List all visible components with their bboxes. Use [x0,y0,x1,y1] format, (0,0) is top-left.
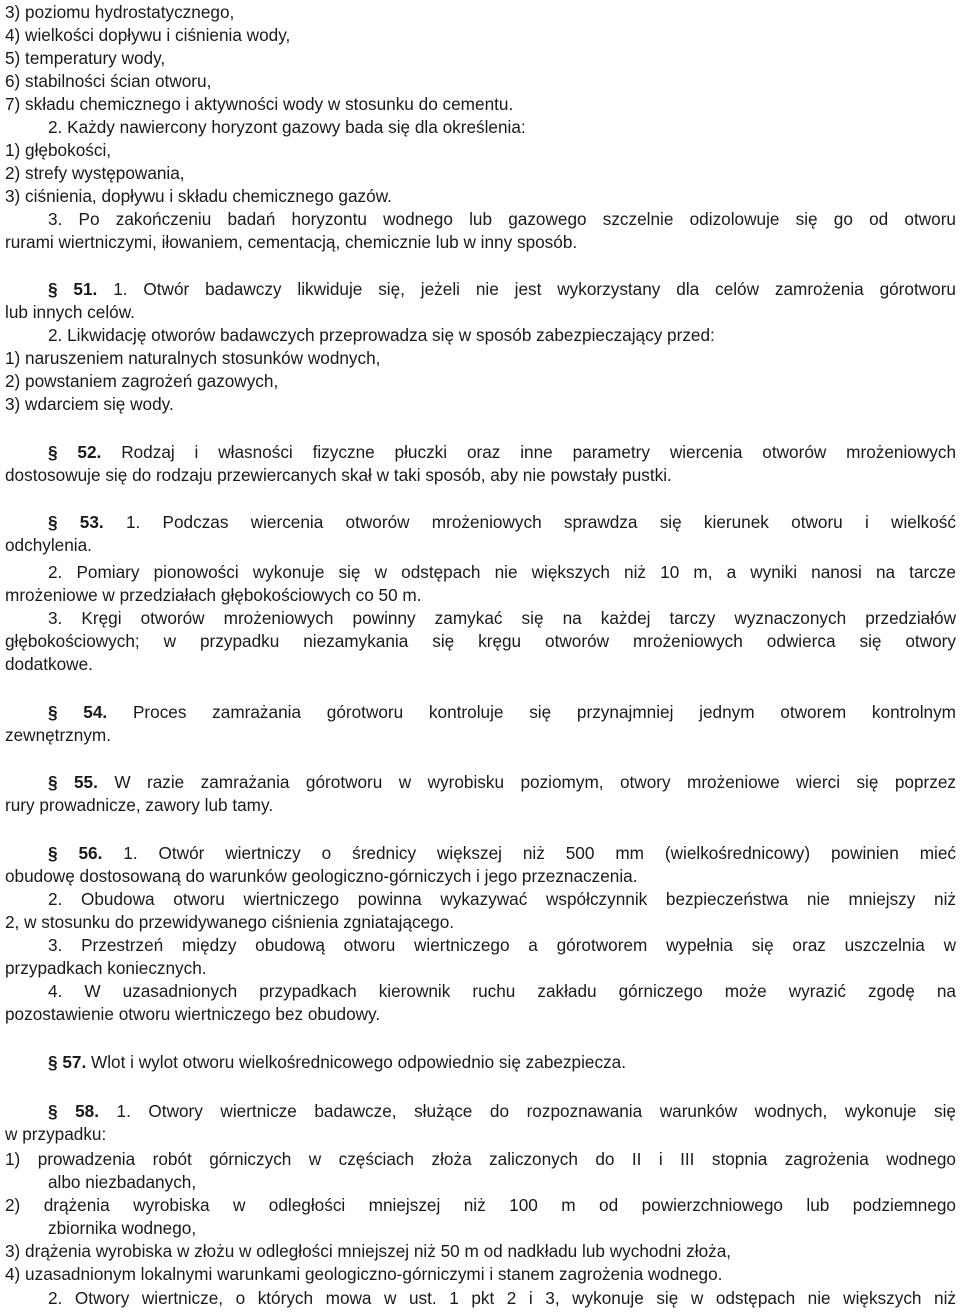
section-number: § 58. [48,1101,99,1121]
list-item: 2) powstaniem zagrożeń gazowych, [5,371,279,391]
paragraph-line: lub innych celów. [5,302,135,322]
paragraph-line: 3. Przestrzeń między obudową otworu wiertniczego a górotworem wypełnia się oraz uszczelnia w [48,935,956,955]
list-item: 3) poziomu hydrostatycznego, [5,2,235,22]
list-item: 2) drążenia wyrobiska w odległości mniejszej niż 100 m od powierzchniowego lub podziemnego [5,1195,956,1215]
paragraph-line: 3. Po zakończeniu badań horyzontu wodnego lub gazowego szczelnie odizolowuje się go od otworu [48,209,956,229]
list-item: 3) wdarciem się wody. [5,394,174,414]
paragraph-line: przypadkach koniecznych. [5,958,207,978]
paragraph-line [48,441,956,463]
paragraph-line [48,1100,956,1122]
section-number: § 54. [48,702,108,722]
list-item: 1) prowadzenia robót górniczych w częściach złoża zaliczonych do II i III stopnia zagrożenia wodnego [5,1149,956,1169]
paragraph-line: rury prowadnicze, zawory lub tamy. [5,795,274,815]
list-item: 4) wielkości dopływu i ciśnienia wody, [5,25,291,45]
paragraph-text: Wlot i wylot otworu wielkośrednicowego odpowiednio się zabezpiecza. [86,1052,627,1072]
paragraph-text: 1. Otwór wiertniczy o średnicy większej niż 500 mm (wielkośrednicowy) powinien mieć [102,843,956,863]
paragraph-line: dostosowuje się do rodzaju przewiercanych skał w taki sposób, aby nie powstały pustki. [5,465,672,485]
list-item: albo niezbadanych, [48,1172,197,1192]
paragraph-text: 1. Otwory wiertnicze badawcze, służące do rozpoznawania warunków wodnych, wykonuje się [99,1101,956,1121]
list-item: 1) naruszeniem naturalnych stosunków wodnych, [5,348,381,368]
list-item: 3) drążenia wyrobiska w złożu w odległości mniejszej niż 50 m od nadkładu lub wychodni złoża, [5,1241,732,1261]
paragraph-line: odchylenia. [5,535,92,555]
list-item: 6) stabilności ścian otworu, [5,71,212,91]
paragraph-text: Rodzaj i własności fizyczne płuczki oraz inne parametry wiercenia otworów mrożeniowych [101,442,956,462]
paragraph-line: 2, w stosunku do przewidywanego ciśnienia zgniatającego. [5,912,455,932]
paragraph-line: mrożeniowe w przedziałach głębokościowych co 50 m. [5,585,422,605]
paragraph-line [48,771,956,793]
paragraph-line: w przypadku: [5,1124,107,1144]
paragraph-text: W razie zamrażania górotworu w wyrobisku poziomym, otwory mrożeniowe wierci się poprzez [97,772,956,792]
section-number: § 52. [48,442,102,462]
paragraph-text: Proces zamrażania górotworu kontroluje się przynajmniej jednym otworem kontrolnym [107,702,956,722]
paragraph-text: 1. Podczas wiercenia otworów mrożeniowych sprawdza się kierunek otworu i wielkość [103,512,956,532]
paragraph-line [48,842,956,864]
paragraph-line: rurami wiertniczymi, iłowaniem, cementacją, chemicznie lub w inny sposób. [5,232,578,252]
section-number: § 53. [48,512,104,532]
section-number: § 55. [48,772,98,792]
paragraph-line: głębokościowych; w przypadku niezamykania się kręgu otworów mrożeniowych odwierca się otwory [5,631,956,651]
paragraph-line: 2. Każdy nawiercony horyzont gazowy bada się dla określenia: [48,117,526,137]
paragraph-line [48,1051,626,1073]
section-number: § 56. [48,843,103,863]
paragraph-line: zewnętrznym. [5,725,112,745]
paragraph-line [48,511,956,533]
paragraph-line [48,278,956,300]
list-item: 1) głębokości, [5,140,112,160]
list-item: 4) uzasadnionym lokalnymi warunkami geologiczno-górniczymi i stanem zagrożenia wodnego. [5,1264,723,1284]
paragraph-line: dodatkowe. [5,654,93,674]
list-item: zbiornika wodnego, [48,1218,197,1238]
paragraph-text: 1. Otwór badawczy likwiduje się, jeżeli nie jest wykorzystany dla celów zamrożenia górotworu [97,279,956,299]
paragraph-line [48,701,956,723]
paragraph-line: 2. Otwory wiertnicze, o których mowa w ust. 1 pkt 2 i 3, wykonuje się w odstępach nie większych niż [48,1288,956,1308]
paragraph-line: 2. Obudowa otworu wiertniczego powinna wykazywać współczynnik bezpieczeństwa nie mniejszy niż [48,889,956,909]
paragraph-line: 2. Likwidację otworów badawczych przeprowadza się w sposób zabezpieczający przed: [48,325,715,345]
section-number: § 57. [48,1052,87,1072]
list-item: 7) składu chemicznego i aktywności wody w stosunku do cementu. [5,94,514,114]
paragraph-line: obudowę dostosowaną do warunków geologiczno-górniczych i jego przeznaczenia. [5,866,638,886]
paragraph-line: pozostawienie otworu wiertniczego bez obudowy. [5,1004,381,1024]
paragraph-line: 4. W uzasadnionych przypadkach kierownik ruchu zakładu górniczego może wyrazić zgodę na [48,981,956,1001]
list-item: 3) ciśnienia, dopływu i składu chemicznego gazów. [5,186,392,206]
list-item: 5) temperatury wody, [5,48,166,68]
section-number: § 51. [48,279,98,299]
list-item: 2) strefy występowania, [5,163,185,183]
paragraph-line: 2. Pomiary pionowości wykonuje się w odstępach nie większych niż 10 m, a wyniki nanosi na tarcze [48,562,956,582]
paragraph-line: 3. Kręgi otworów mrożeniowych powinny zamykać się na każdej tarczy wyznaczonych przedziałów [48,608,956,628]
